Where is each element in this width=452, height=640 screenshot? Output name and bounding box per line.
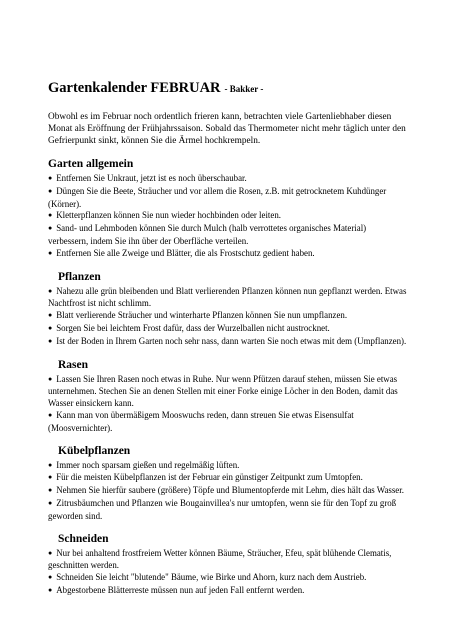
section-heading-kuebelpflanzen: Kübelpflanzen (58, 444, 131, 457)
list-item: ● Nehmen Sie hierfür saubere (größere) Töpfe und Blumentopferde mit Lehm, dies hält das Wasser. (48, 485, 404, 496)
bullet-icon: ● (48, 211, 53, 220)
bullet-icon: ● (48, 585, 53, 594)
bullet-icon: ● (48, 186, 53, 195)
bullet-icon: ● (48, 573, 53, 582)
list-item: ● Sorgen Sie bei leichtem Frost dafür, dass der Wurzelballen nicht austrocknet. (48, 322, 330, 333)
list-item: ● Düngen Sie die Beete, Sträucher und vor allem die Rosen, z.B. mit getrocknetem Kuhdünger (Körner). (48, 185, 387, 209)
list-item: ● Lassen Sie Ihren Rasen noch etwas in Ruhe. Nur wenn Pfützen darauf stehen, müssen Sie etwas unternehmen. Stechen Sie an denen Stellen mit einer Forke einige Löcher in den Boden, damit das Wasser einsickern kann. (48, 373, 398, 409)
list-item: ● Kletterpflanzen können Sie nun wieder hochbinden oder leiten. (48, 210, 281, 221)
section-heading-garten-allgemein: Garten allgemein (48, 158, 134, 170)
list-item: ● Abgestorbene Blätterreste müssen nun auf jeden Fall entfernt werden. (48, 584, 305, 595)
list-item: ● Kann man von übermäßigem Mooswuchs reden, dann streuen Sie etwas Eisensulfat (Moosvernichter). (48, 409, 354, 433)
list-item: ● Entfernen Sie Unkraut, jetzt ist es noch überschaubar. (48, 173, 247, 183)
bullet-icon: ● (48, 323, 53, 332)
list-item: ● Ist der Boden in Ihrem Garten noch sehr nass, dann warten Sie noch etwas mit dem (Umpflanzen). (48, 335, 407, 346)
bullet-icon: ● (48, 410, 53, 419)
list-item: ● Nur bei anhaltend frostfreiem Wetter können Bäume, Sträucher, Efeu, spät blühende Clematis, geschnitten werden. (48, 547, 392, 571)
list-item: ● Immer noch sparsam gießen und regelmäßig lüften. (48, 459, 240, 470)
list-item: ● Schneiden Sie leicht "blutende" Bäume, wie Birke und Ahorn, kurz nach dem Austrieb. (48, 572, 367, 583)
bullet-icon: ● (48, 498, 53, 507)
list-item: ● Entfernen Sie alle Zweige und Blätter, die als Frostschutz gedient haben. (48, 247, 315, 258)
intro-paragraph: Obwohl es im Februar noch ordentlich frieren kann, betrachten viele Gartenliebhaber diesen Monat als Eröffnung der Frühjahrssaison. Sobald das Thermometer nicht mehr täglich unter den Gefrierpunkt sinkt, können Sie die Ärmel hochkrempeln. (48, 112, 406, 146)
section-list-rasen (48, 374, 408, 435)
section-list-schneiden (48, 548, 408, 598)
document-page (48, 80, 408, 607)
section-list-garten-allgemein (48, 173, 408, 261)
list-item: ● Für die meisten Kübelpflanzen ist der Februar ein günstiger Zeitpunkt zum Umtopfen. (48, 472, 363, 483)
bullet-icon: ● (48, 374, 53, 383)
bullet-icon: ● (48, 248, 53, 257)
section-list-pflanzen (48, 286, 408, 349)
page-subtitle: - Bakker - (224, 84, 264, 94)
bullet-icon: ● (48, 311, 53, 320)
bullet-icon: ● (48, 286, 53, 295)
bullet-icon: ● (48, 174, 53, 182)
section-heading-schneiden: Schneiden (58, 532, 109, 545)
title-text: Gartenkalender FEBRUAR (48, 80, 221, 96)
list-item: ● Nahezu alle grün bleibenden und Blatt verlierenden Pflanzen können nun gepflanzt werden. Etwas Nachtfrost ist nicht schlimm. (48, 285, 407, 309)
list-item: ● Sand- und Lehmboden können Sie durch Mulch (halb verrottetes organisches Material) verbessern, indem Sie ihn über der Oberfläche verteilen. (48, 223, 367, 246)
bullet-icon: ● (48, 224, 53, 233)
section-heading-rasen: Rasen (58, 358, 89, 371)
bullet-icon: ● (48, 473, 53, 482)
bullet-icon: ● (48, 460, 53, 469)
list-item: ● Blatt verlierende Sträucher und winterharte Pflanzen können Sie nun umpflanzen. (48, 310, 348, 321)
section-list-kuebelpflanzen (48, 460, 408, 523)
bullet-icon: ● (48, 336, 53, 345)
page-title (48, 80, 408, 98)
bullet-icon: ● (48, 548, 53, 557)
section-heading-pflanzen: Pflanzen (58, 270, 101, 283)
list-item: ● Zitrusbäumchen und Pflanzen wie Bougainvillea's nur umtopfen, wenn sie für den Topf zu groß geworden sind. (48, 497, 397, 521)
bullet-icon: ● (48, 486, 53, 495)
